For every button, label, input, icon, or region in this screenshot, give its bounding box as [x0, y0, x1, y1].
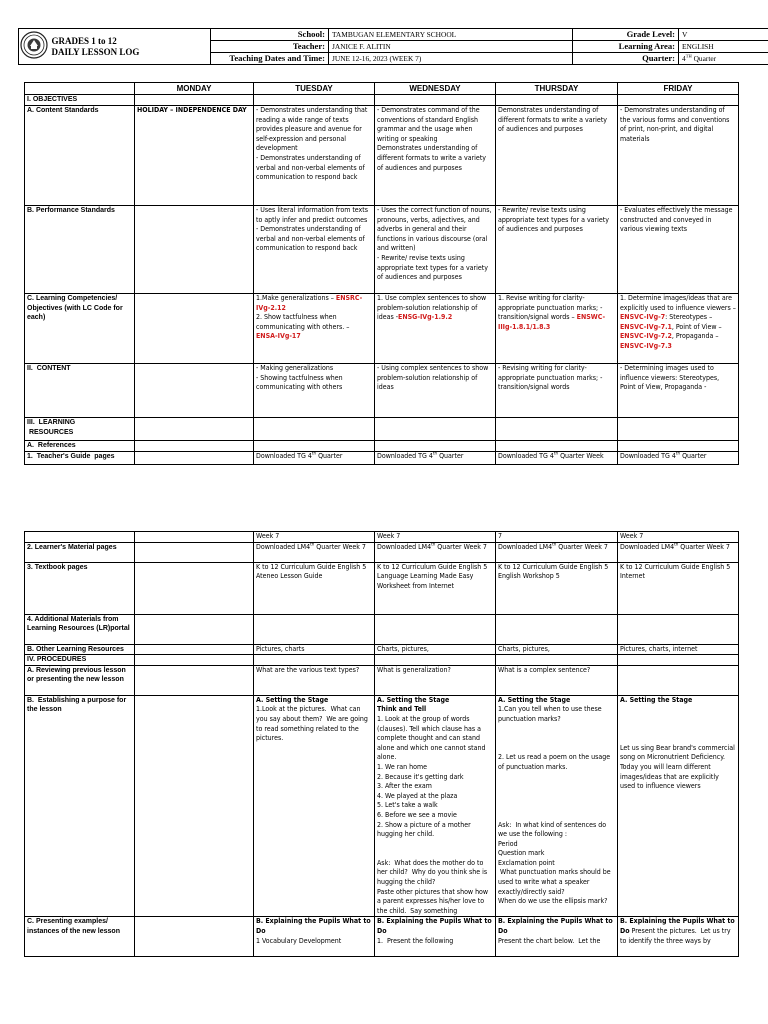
cell-tuesday [254, 644, 375, 655]
row-label-text: II. CONTENT [27, 365, 71, 372]
deped-seal-icon [20, 30, 48, 60]
cell-thursday [496, 95, 618, 106]
table-row [25, 614, 739, 644]
row-label [25, 644, 135, 655]
cell-wednesday [375, 532, 496, 543]
cell-wednesday [375, 364, 496, 418]
cell-text: Week 7 [377, 532, 401, 540]
row-label-text: I. OBJECTIVES [27, 96, 78, 103]
row-label-text: C. Presenting examples/ instances of the new lesson [27, 918, 120, 936]
row-label [25, 441, 135, 452]
log-title [49, 29, 211, 65]
row-label-text: IV. PROCEDURES [27, 656, 87, 664]
row-label-text: 1. Teacher's Guide pages [27, 453, 115, 460]
cell-friday [618, 532, 739, 543]
cell-text: B. Explaining the Pupils What to Do Present the chart below. Let the [498, 917, 615, 945]
cell-wednesday [375, 95, 496, 106]
cell-text: Downloaded TG 4th Quarter [620, 451, 707, 460]
header-block [18, 28, 742, 64]
cell-text: Pictures, charts [256, 644, 305, 653]
row-label-text: 2. Learner's Material pages [27, 543, 117, 551]
cell-thursday [496, 695, 618, 917]
table-row [25, 542, 739, 562]
day-wednesday: WEDNESDAY [375, 83, 496, 95]
cell-text: 1. Revise writing for clarity-appropriate punctuation marks; - transition/signal words – ENSWC-IIIg-1.8.1/1.8.3 [498, 294, 606, 331]
table-row [25, 665, 739, 695]
row-label [25, 542, 135, 562]
cell-text: Charts, pictures, [498, 644, 550, 653]
cell-text: What is a complex sentence? [498, 665, 591, 674]
cell-tuesday [254, 95, 375, 106]
row-label [25, 532, 135, 543]
corner-cell [25, 83, 135, 95]
cell-tuesday [254, 665, 375, 695]
table-row [25, 644, 739, 655]
cell-text: 7 [498, 532, 503, 540]
cell-text: Week 7 [256, 532, 280, 540]
cell-friday [618, 542, 739, 562]
cell-tuesday [254, 614, 375, 644]
cell-wednesday [375, 614, 496, 644]
cell-text: - Demonstrates understanding of the various forms and conventions of print, non-print, and digital materials [620, 106, 732, 143]
row-label [25, 614, 135, 644]
cell-monday [135, 562, 254, 614]
cell-text: 1. Determine images/ideas that are explicitly used to influence viewers – ENSVC-IVg-7: Stereotypes – ENSVC-IVg-7.1, Point of View – ENSVC-IVg-7.2, Propaganda – ENSVC-IVg-7.3 [620, 294, 738, 350]
cell-text: What is generalization? [377, 665, 451, 674]
teacher-value: JANICE F. ALITIN [329, 41, 573, 53]
cell-monday [135, 206, 254, 294]
cell-monday [135, 542, 254, 562]
row-label [25, 695, 135, 917]
cell-thursday [496, 644, 618, 655]
cell-wednesday [375, 206, 496, 294]
cell-thursday [496, 452, 618, 465]
cell-friday [618, 695, 739, 917]
row-label-text: III. LEARNING RESOURCES [27, 419, 76, 436]
cell-friday [618, 655, 739, 666]
cell-thursday [496, 206, 618, 294]
cell-tuesday [254, 418, 375, 441]
cell-wednesday [375, 452, 496, 465]
cell-wednesday [375, 644, 496, 655]
cell-monday [135, 95, 254, 106]
cell-tuesday [254, 532, 375, 543]
row-label-text: 4. Additional Materials from Learning Resources (LR)portal [27, 615, 130, 633]
school-value: TAMBUGAN ELEMENTARY SCHOOL [329, 29, 573, 41]
cell-tuesday [254, 294, 375, 364]
cell-thursday [496, 532, 618, 543]
row-label-text: B. Performance Standards [27, 207, 115, 214]
cell-text: A. Setting the Stage Let us sing Bear brand's commercial song on Micronutrient Deficiency. Today you will learn different images/ideas that are explicitly used to influence viewers [620, 695, 735, 791]
cell-tuesday [254, 562, 375, 614]
cell-friday [618, 418, 739, 441]
day-thursday: THURSDAY [496, 83, 618, 95]
row-label [25, 452, 135, 465]
header-table [18, 28, 768, 65]
area-value: ENGLISH [679, 41, 768, 53]
cell-text: What are the various text types? [256, 665, 360, 674]
row-label-text: B. Establishing a purpose for the lesson [27, 696, 129, 714]
cell-thursday [496, 418, 618, 441]
cell-text: - Rewrite/ revise texts using appropriate text types for a variety of audiences and purposes [498, 206, 611, 234]
day-friday: FRIDAY [618, 83, 739, 95]
cell-wednesday [375, 441, 496, 452]
cell-monday [135, 294, 254, 364]
cell-tuesday [254, 441, 375, 452]
cell-wednesday [375, 294, 496, 364]
cell-text: - Demonstrates understanding that reading a wide range of texts provides pleasure and avenue for self-expression and personal development - Demonstrates understanding of verbal and non-verbal elements of communication to respond back [256, 106, 368, 182]
cell-friday [618, 206, 739, 294]
table-row [25, 206, 739, 294]
title-line-1: GRADES 1 to 12 [51, 35, 117, 46]
row-label [25, 206, 135, 294]
cell-text: B. Explaining the Pupils What to Do 1. Present the following [377, 917, 494, 945]
table-row [25, 655, 739, 666]
cell-monday [135, 917, 254, 957]
cell-text: A. Setting the Stage Think and Tell 1. Look at the group of words (clauses). Tell which clause has a complete thought and can stand alone and which one cannot stand alone. 1. We ran home 2. Because it's getting dark 3. After the exam 4. We played at the plaza 5. Let's take a walk 6. Before we see a movie 2. Show a picture of a mother hugging her child. Ask: What does the mother do to her child? Why do you think she is hugging the child? Paste other pictures that show how a parent expresses his/her love to the child. Say something [377, 695, 489, 915]
cell-tuesday [254, 106, 375, 206]
cell-text: A. Setting the Stage 1.Can you tell when to use these punctuation marks? 2. Let us read a poem on the usage of punctuation marks. Ask: In what kind of sentences do we use the following : Period Question mark Exclamation point What punctuation marks should be used to write what a speaker exactly/directly said? When do we use the ellipsis mark? [498, 695, 611, 906]
row-label [25, 665, 135, 695]
cell-monday [135, 364, 254, 418]
cell-wednesday [375, 418, 496, 441]
cell-friday [618, 917, 739, 957]
cell-text: Week 7 [620, 532, 644, 540]
cell-text: Downloaded LM4th Quarter Week 7 [377, 542, 487, 551]
row-label [25, 418, 135, 441]
cell-monday [135, 665, 254, 695]
row-label [25, 562, 135, 614]
table-row [25, 418, 739, 441]
cell-text: - Uses literal information from texts to aptly infer and predict outcomes - Demonstrates understanding of verbal and non-verbal elements of communication to respond back [256, 206, 369, 253]
row-label-text: A. References [27, 442, 76, 449]
cell-friday [618, 364, 739, 418]
cell-monday [135, 644, 254, 655]
cell-friday [618, 441, 739, 452]
cell-monday [135, 452, 254, 465]
day-header-row [25, 83, 739, 95]
table-row [25, 562, 739, 614]
title-line-2: DAILY LESSON LOG [51, 46, 140, 57]
table-row [25, 364, 739, 418]
cell-text: A. Setting the Stage 1.Look at the pictures. What can you say about them? We are going to read something related to the pictures. [256, 695, 368, 743]
row-label [25, 294, 135, 364]
cell-text: Charts, pictures, [377, 644, 429, 653]
cell-friday [618, 452, 739, 465]
cell-tuesday [254, 364, 375, 418]
cell-text: Downloaded TG 4th Quarter [256, 451, 343, 460]
cell-wednesday [375, 106, 496, 206]
row-label [25, 655, 135, 666]
quarter-label: Quarter: [573, 53, 679, 65]
table-row [25, 294, 739, 364]
row-label-text: A. Reviewing previous lesson or presenting the new lesson [27, 666, 128, 684]
cell-monday [135, 418, 254, 441]
row-label [25, 917, 135, 957]
cell-friday [618, 665, 739, 695]
cell-text: - Using complex sentences to show problem-solution relationship of ideas [377, 364, 491, 392]
cell-text: - Demonstrates command of the conventions of standard English grammar and the usage when writing or speaking Demonstrates understanding of different formats to write a variety of audiences and purposes [377, 106, 487, 172]
cell-text: Downloaded TG 4th Quarter Week [498, 451, 604, 460]
cell-text: K to 12 Curriculum Guide English 5 Internet [620, 562, 731, 581]
row-label-text: C. Learning Competencies/ Objectives (with LC Code for each) [27, 295, 125, 322]
cell-wednesday [375, 542, 496, 562]
cell-thursday [496, 542, 618, 562]
cell-text: Downloaded LM4th Quarter Week 7 [620, 542, 730, 551]
cell-thursday [496, 614, 618, 644]
cell-friday [618, 294, 739, 364]
grade-value: V [679, 29, 768, 41]
cell-wednesday [375, 562, 496, 614]
teacher-label: Teacher: [211, 41, 329, 53]
cell-text: HOLIDAY – INDEPENDENCE DAY [137, 106, 247, 114]
cell-text: 1. Use complex sentences to show problem-solution relationship of ideas -ENSG-IVg-1.9.2 [377, 294, 489, 322]
table-row [25, 452, 739, 465]
cell-thursday [496, 441, 618, 452]
cell-text: - Making generalizations - Showing tactfulness when communicating with others [256, 364, 343, 392]
lesson-log-table-page-2 [24, 531, 739, 957]
quarter-value: 4TH Quarter [679, 53, 768, 65]
cell-text: K to 12 Curriculum Guide English 5 Language Learning Made Easy Worksheet from Internet [377, 562, 488, 590]
cell-text: Demonstrates understanding of different formats to write a variety of audiences and purposes [498, 106, 610, 134]
day-monday: MONDAY [135, 83, 254, 95]
cell-friday [618, 106, 739, 206]
cell-tuesday [254, 695, 375, 917]
cell-text: B. Explaining the Pupils What to Do 1 Vocabulary Development [256, 917, 373, 945]
grade-label: Grade Level: [573, 29, 679, 41]
cell-thursday [496, 665, 618, 695]
cell-thursday [496, 562, 618, 614]
cell-wednesday [375, 655, 496, 666]
row-label-text: A. Content Standards [27, 107, 99, 114]
cell-friday [618, 644, 739, 655]
row-label [25, 106, 135, 206]
cell-text: - Evaluates effectively the message constructed and conveyed in various viewing texts [620, 206, 735, 234]
cell-text: K to 12 Curriculum Guide English 5 English Workshop 5 [498, 562, 609, 581]
cell-monday [135, 106, 254, 206]
cell-monday [135, 695, 254, 917]
cell-text: - Determining images used to influence viewers: Stereotypes, Point of View, Propaganda - [620, 364, 722, 392]
row-label-text: B. Other Learning Resources [27, 645, 124, 653]
row-label-text: 3. Textbook pages [27, 563, 88, 571]
deped-seal [19, 29, 49, 65]
cell-text: - Uses the correct function of nouns, pronouns, verbs, adjectives, and adverbs in general and their functions in various discourse (oral and written) - Rewrite/ revise texts using appropriate text types for a variety of audiences and purposes [377, 206, 492, 282]
cell-thursday [496, 294, 618, 364]
cell-thursday [496, 917, 618, 957]
cell-monday [135, 441, 254, 452]
table-row [25, 532, 739, 543]
cell-wednesday [375, 917, 496, 957]
row-label [25, 95, 135, 106]
dates-value: JUNE 12-16, 2023 (WEEK 7) [329, 53, 573, 65]
table-row [25, 95, 739, 106]
cell-text: K to 12 Curriculum Guide English 5 Ateneo Lesson Guide [256, 562, 367, 581]
table-row [25, 695, 739, 917]
cell-tuesday [254, 542, 375, 562]
cell-text: Downloaded LM4th Quarter Week 7 [498, 542, 608, 551]
school-label: School: [211, 29, 329, 41]
cell-monday [135, 614, 254, 644]
area-label: Learning Area: [573, 41, 679, 53]
cell-thursday [496, 655, 618, 666]
cell-tuesday [254, 655, 375, 666]
day-tuesday: TUESDAY [254, 83, 375, 95]
cell-tuesday [254, 452, 375, 465]
cell-monday [135, 655, 254, 666]
table-row [25, 106, 739, 206]
cell-friday [618, 614, 739, 644]
table-row [25, 917, 739, 957]
cell-text: - Revising writing for clarity-appropriate punctuation marks; - transition/signal words [498, 364, 605, 392]
lesson-log-table-page-1 [24, 82, 739, 465]
cell-thursday [496, 364, 618, 418]
cell-text: 1.Make generalizations – ENSRC-IVg-2.12 2. Show tactfulness when communicating with others. – ENSA-IVg-17 [256, 294, 363, 341]
cell-monday [135, 532, 254, 543]
cell-friday [618, 562, 739, 614]
cell-thursday [496, 106, 618, 206]
cell-friday [618, 95, 739, 106]
row-label [25, 364, 135, 418]
cell-text: Downloaded LM4th Quarter Week 7 [256, 542, 366, 551]
cell-wednesday [375, 695, 496, 917]
cell-tuesday [254, 206, 375, 294]
cell-text: Pictures, charts, internet [620, 644, 698, 653]
cell-tuesday [254, 917, 375, 957]
cell-text: B. Explaining the Pupils What to Do Present the pictures. Let us try to identify the three ways by [620, 917, 737, 945]
cell-text: Downloaded TG 4th Quarter [377, 451, 464, 460]
dates-label: Teaching Dates and Time: [211, 53, 329, 65]
table-row [25, 441, 739, 452]
cell-wednesday [375, 665, 496, 695]
